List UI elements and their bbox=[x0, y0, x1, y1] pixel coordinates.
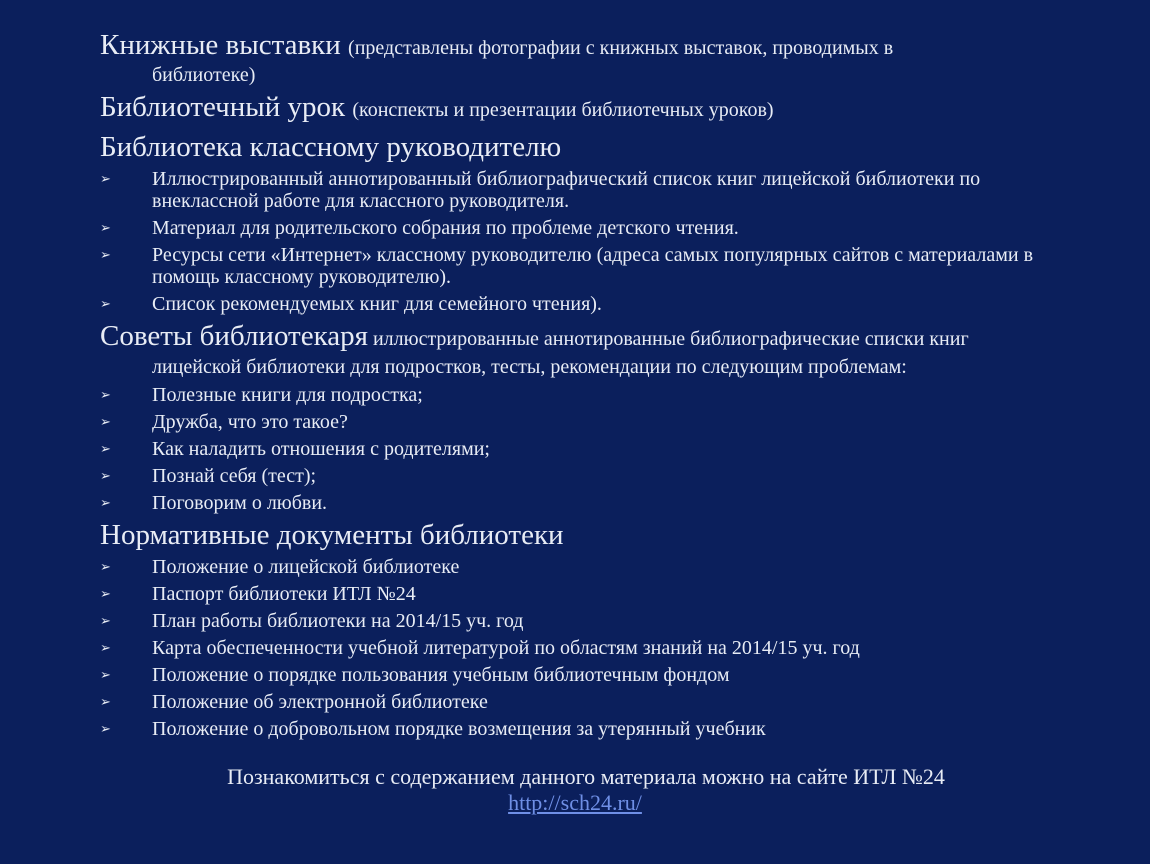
bullet-arrow-icon: ➢ bbox=[100, 441, 111, 456]
list-item bbox=[100, 556, 1090, 578]
list-item-text: Положение о порядке пользования учебным библиотечным фондом bbox=[152, 664, 730, 686]
section-exhibitions bbox=[100, 30, 1090, 86]
list-item bbox=[100, 465, 1090, 487]
list-item bbox=[100, 384, 1090, 406]
list-item-text: Материал для родительского собрания по проблеме детского чтения. bbox=[152, 217, 739, 239]
bullet-arrow-icon: ➢ bbox=[100, 247, 111, 262]
section-advice-title: Советы библиотекаря bbox=[100, 320, 368, 352]
list-item-text: Познай себя (тест); bbox=[152, 465, 317, 487]
bullet-arrow-icon: ➢ bbox=[100, 640, 111, 655]
bullet-arrow-icon: ➢ bbox=[100, 296, 111, 311]
section-documents-title: Нормативные документы библиотеки bbox=[100, 519, 564, 551]
documents-list bbox=[100, 556, 1090, 740]
site-link[interactable]: http://sch24.ru/ bbox=[508, 790, 642, 815]
bullet-arrow-icon: ➢ bbox=[100, 559, 111, 574]
section-exhibitions-note: (представлены фотографии с книжных выставок, проводимых в bbox=[348, 37, 894, 59]
list-item bbox=[100, 438, 1090, 460]
list-item bbox=[100, 583, 1090, 605]
list-item bbox=[100, 610, 1090, 632]
list-item bbox=[100, 637, 1090, 659]
list-item-text: Положение об электронной библиотеке bbox=[152, 691, 488, 713]
section-documents bbox=[100, 520, 1090, 551]
section-lesson-note: (конспекты и презентации библиотечных уроков) bbox=[352, 99, 774, 121]
bullet-arrow-icon: ➢ bbox=[100, 721, 111, 736]
bullet-arrow-icon: ➢ bbox=[100, 171, 111, 186]
list-item-text: Положение о лицейской библиотеке bbox=[152, 556, 460, 578]
section-advice bbox=[100, 321, 1090, 379]
section-advice-note-cont: лицейской библиотеки для подростков, тесты, рекомендации по следующим проблемам: bbox=[152, 356, 907, 378]
bullet-arrow-icon: ➢ bbox=[100, 468, 111, 483]
list-item-text: План работы библиотеки на 2014/15 уч. год bbox=[152, 610, 524, 632]
list-item-text: Иллюстрированный аннотированный библиографический список книг лицейской библиотеки по внеклассной работе для классного руководителя. bbox=[152, 168, 981, 212]
bullet-arrow-icon: ➢ bbox=[100, 387, 111, 402]
bullet-arrow-icon: ➢ bbox=[100, 414, 111, 429]
list-item-text: Полезные книги для подростка; bbox=[152, 384, 423, 406]
list-item bbox=[100, 217, 1090, 239]
bullet-arrow-icon: ➢ bbox=[100, 220, 111, 235]
list-item-text: Как наладить отношения с родителями; bbox=[152, 438, 490, 460]
list-item-text: Паспорт библиотеки ИТЛ №24 bbox=[152, 583, 416, 605]
bullet-arrow-icon: ➢ bbox=[100, 495, 111, 510]
list-item bbox=[100, 168, 1090, 212]
list-item bbox=[100, 718, 1090, 740]
section-lesson bbox=[100, 92, 1090, 126]
list-item-text: Список рекомендуемых книг для семейного чтения). bbox=[152, 293, 602, 315]
section-advice-note: иллюстрированные аннотированные библиографические списки книг bbox=[367, 328, 969, 350]
list-item bbox=[100, 664, 1090, 686]
section-exhibitions-title: Книжные выставки bbox=[100, 29, 341, 61]
class-teacher-list bbox=[100, 168, 1090, 315]
section-lesson-title: Библиотечный урок bbox=[100, 91, 346, 123]
bullet-arrow-icon: ➢ bbox=[100, 694, 111, 709]
list-item bbox=[100, 411, 1090, 433]
list-item bbox=[100, 244, 1090, 288]
list-item bbox=[100, 293, 1090, 315]
list-item-text: Поговорим о любви. bbox=[152, 492, 328, 514]
section-class-teacher-title: Библиотека классному руководителю bbox=[100, 131, 562, 163]
footer bbox=[0, 764, 1150, 816]
bullet-arrow-icon: ➢ bbox=[100, 586, 111, 601]
section-class-teacher bbox=[100, 132, 1090, 163]
list-item-text: Карта обеспеченности учебной литературой по областям знаний на 2014/15 уч. год bbox=[152, 637, 860, 659]
bullet-arrow-icon: ➢ bbox=[100, 667, 111, 682]
list-item bbox=[100, 691, 1090, 713]
list-item bbox=[100, 492, 1090, 514]
bullet-arrow-icon: ➢ bbox=[100, 613, 111, 628]
list-item-text: Ресурсы сети «Интернет» классному руководителю (адреса самых популярных сайтов с материалами в помощь классному руководителю). bbox=[152, 244, 1034, 288]
list-item-text: Дружба, что это такое? bbox=[152, 411, 348, 433]
footer-text: Познакомиться с содержанием данного материала можно на сайте ИТЛ №24 bbox=[227, 764, 945, 789]
section-exhibitions-note-cont: библиотеке) bbox=[152, 64, 256, 86]
advice-list bbox=[100, 384, 1090, 514]
list-item-text: Положение о добровольном порядке возмещения за утерянный учебник bbox=[152, 718, 766, 740]
